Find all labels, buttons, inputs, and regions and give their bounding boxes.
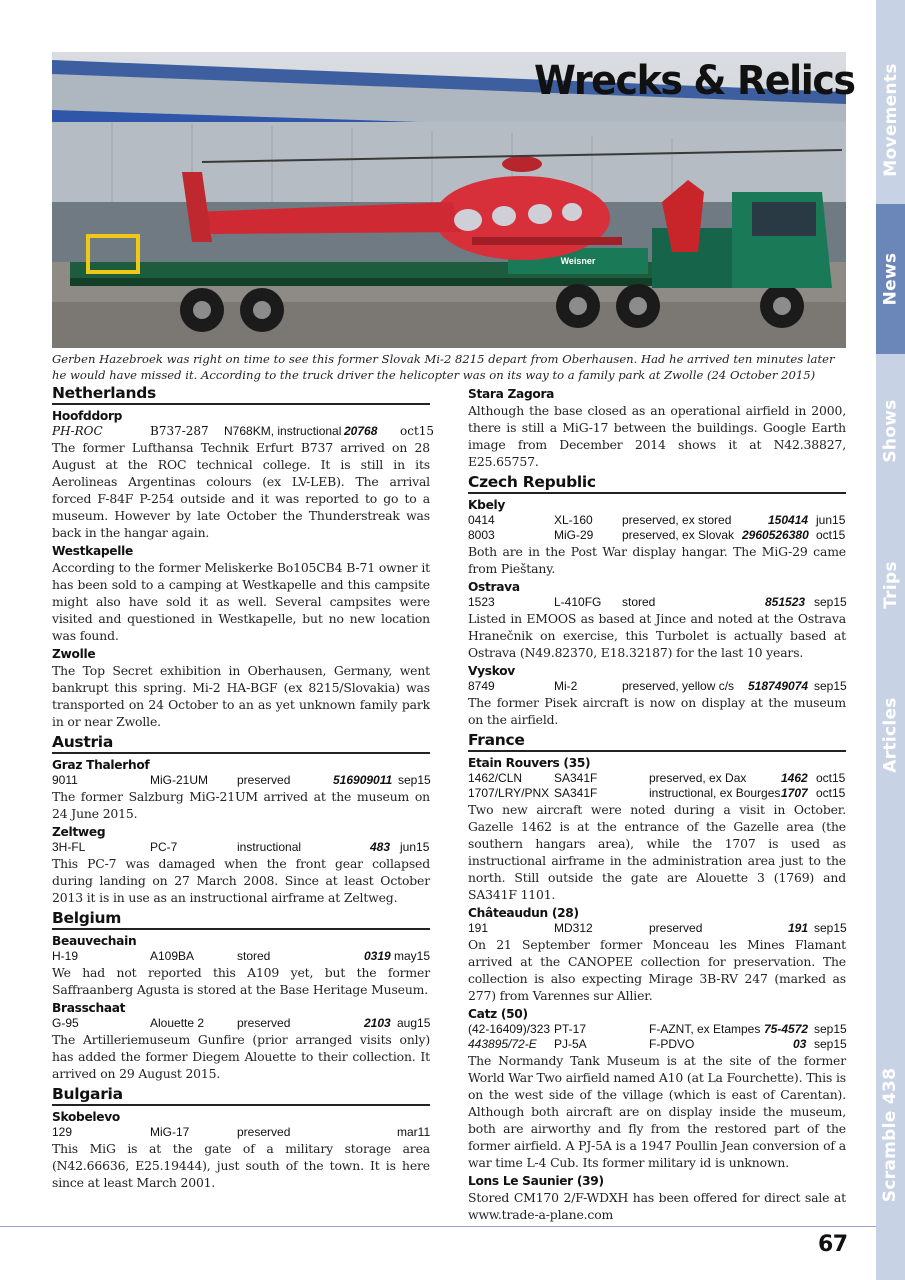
aircraft-row: H-19 A109BA stored 0319 may15 [52, 949, 431, 963]
entry-text: The former Salzburg MiG-21UM arrived at the museum on 24 June 2015. [52, 789, 430, 821]
aircraft-row: 129 MiG-17 preserved mar11 [52, 1125, 431, 1139]
aircraft-row: 8003 MiG-29 preserved, ex Slovak 2960526380 oct15 [468, 528, 846, 542]
aircraft-row: 9011 MiG-21UM preserved 516909011 sep15 [52, 773, 431, 787]
aircraft-row: 1523 L-410FG stored 851523 sep15 [468, 595, 847, 609]
place-heading-chateaudun: Châteaudun (28) [468, 906, 579, 920]
left-column [52, 384, 435, 1191]
place-heading-etain-rouvers: Etain Rouvers (35) [468, 756, 591, 770]
place-heading-graz: Graz Thalerhof [52, 758, 150, 772]
entry-text: On 21 September former Monceau les Mines Flamant arrived at the CANOPEE collection for preservation. The collection is also expecting Mirage 3B-RV 247 (marked as 277) from Varennes sur Allier. [468, 937, 846, 1003]
aircraft-row: 443895/72-E PJ-5A F-PDVO 03 sep15 [468, 1037, 847, 1051]
page-number: 67 [818, 1232, 848, 1257]
entry-text: We had not reported this A109 yet, but the former Saffraanberg Agusta is stored at the Base Heritage Museum. [52, 965, 430, 997]
aircraft-row: 191 MD312 preserved 191 sep15 [468, 921, 847, 935]
entry-text: The Artilleriemuseum Gunfire (prior arranged visits only) has added the former Diegem Alouette to their collection. It arrived on 29 August 2015. [52, 1032, 430, 1081]
country-heading-austria: Austria [52, 733, 430, 754]
truck-logo: Weisner [560, 256, 596, 266]
country-heading-netherlands: Netherlands [52, 384, 430, 405]
tab-news[interactable]: News [876, 204, 905, 354]
country-heading-france: France [468, 731, 846, 752]
place-heading-stara-zagora: Stara Zagora [468, 387, 555, 401]
place-heading-skobelevo: Skobelevo [52, 1110, 120, 1124]
entry-text: The Top Secret exhibition in Oberhausen, Germany, went bankrupt this spring. Mi-2 HA-BGF (ex 8215/Slovakia) was transported on 24 October to an as yet unknown family park in or near Zwolle. [52, 663, 430, 729]
entry-text: Both are in the Post War display hangar. The MiG-29 came from Pieštany. [468, 544, 846, 576]
place-heading-brasschaat: Brasschaat [52, 1001, 126, 1015]
country-heading-czech-republic: Czech Republic [468, 473, 846, 494]
entry-text: This PC-7 was damaged when the front gear collapsed during landing on 27 March 2008. Since at least October 2013 it is in use as an instructional airframe at Zeltweg. [52, 856, 430, 905]
right-column [468, 386, 846, 1223]
entry-text: This MiG is at the gate of a military storage area (N42.66636, E25.19444), just south of the town. It is here since at least March 2001. [52, 1141, 430, 1190]
place-heading-kbely: Kbely [468, 498, 506, 512]
tab-movements[interactable]: Movements [880, 63, 901, 177]
country-heading-belgium: Belgium [52, 909, 430, 930]
country-heading-bulgaria: Bulgaria [52, 1085, 430, 1106]
entry-text: Two new aircraft were noted during a visit in October. Gazelle 1462 is at the entrance of the Gazelle area (the southern hangars area), while the 1707 is used as instructional airframe in the administration area just to the north. Still outside the gate are Alouette 3 (1769) and SA341F 1101. [468, 802, 846, 902]
entry-text: The former Pisek aircraft is now on display at the museum on the airfield. [468, 695, 846, 727]
tab-trips[interactable]: Trips [880, 561, 901, 609]
aircraft-row: 1707/LRY/PNX SA341F instructional, ex Bourges 1707 oct15 [468, 786, 846, 800]
tab-articles[interactable]: Articles [880, 697, 901, 773]
entry-text: Listed in EMOOS as based at Jince and noted at the Ostrava Hranečnik on exercise, this Turbolet is actually based at Ostrava (N49.82370, E18.32187) for the last 10 years. [468, 611, 846, 660]
entry-text: Although the base closed as an operational airfield in 2000, there is still a MiG-17 between the buildings. Google Earth image from December 2014 shows it at N42.38827, E25.65757. [468, 403, 846, 469]
entry-text: Stored CM170 2/F-WDXH has been offered for direct sale at www.trade-a-plane.com [468, 1190, 846, 1222]
place-heading-zwolle: Zwolle [52, 647, 96, 661]
entry-text: The former Lufthansa Technik Erfurt B737 arrived on 28 August at the ROC technical college. It is still in its Aerolineas Argentinas colours (ex LV-LEB). The arrival forced F-84F P-254 outside and it was reported to go to a museum. However by late October the Thunderstreak was back in the hangar again. [52, 440, 430, 540]
tab-shows[interactable]: Shows [880, 399, 901, 463]
place-heading-ostrava: Ostrava [468, 580, 520, 594]
place-heading-catz: Catz (50) [468, 1007, 528, 1021]
entry-text: According to the former Meliskerke Bo105CB4 B-71 owner it has been sold to a camping at Westkapelle and this campsite might also have sold it as well. Several campsites were visited and questioned in Westkapelle, but no new location was found. [52, 560, 430, 643]
place-heading-westkapelle: Westkapelle [52, 544, 133, 558]
entry-text: The Normandy Tank Museum is at the site of the former World War Two airfield named A10 (at La Fourchette). This is on the west side of the village (which is east of Carentan). Although both aircraft are on display inside the museum, both are airworthy and fly from the restored part of the former airfield. A PJ-5A is a 1947 Poullin Jean conversion of a war time L-4 Cub. Its former military id is unknown. [468, 1053, 846, 1170]
place-heading-zeltweg: Zeltweg [52, 825, 106, 839]
photo-caption: Gerben Hazebroek was right on time to see this former Slovak Mi-2 8215 depart from Oberhausen. Had he arrived ten minutes later he would have missed it. According to the truck driver the helicopter was on its way to a family park at Zwolle (24 October 2015) [52, 352, 835, 382]
place-heading-hoofddorp: Hoofddorp [52, 409, 123, 423]
place-heading-lons-le-saunier: Lons Le Saunier (39) [468, 1174, 604, 1188]
place-heading-beauvechain: Beauvechain [52, 934, 137, 948]
aircraft-row: 1462/CLN SA341F preserved, ex Dax 1462 oct15 [468, 771, 846, 785]
aircraft-row: 8749 Mi-2 preserved, yellow c/s 518749074 sep15 [468, 679, 847, 693]
place-heading-vyskov: Vyskov [468, 664, 515, 678]
section-tab-strip [876, 0, 905, 1280]
aircraft-row: 0414 XL-160 preserved, ex stored 150414 jun15 [468, 513, 846, 527]
aircraft-row: PH-ROC B737-287 N768KM, instructional 20768 oct15 [52, 424, 435, 438]
aircraft-row: 3H-FL PC-7 instructional 483 jun15 [52, 840, 430, 854]
footer-divider [0, 1226, 876, 1227]
tab-magazine-issue[interactable]: Scramble 438 [880, 1067, 901, 1203]
aircraft-row: (42-16409)/323 PT-17 F-AZNT, ex Etampes 75-4572 sep15 [468, 1022, 847, 1036]
page-title: Wrecks & Relics [534, 58, 855, 104]
aircraft-row: G-95 Alouette 2 preserved 2103 aug15 [52, 1016, 431, 1030]
